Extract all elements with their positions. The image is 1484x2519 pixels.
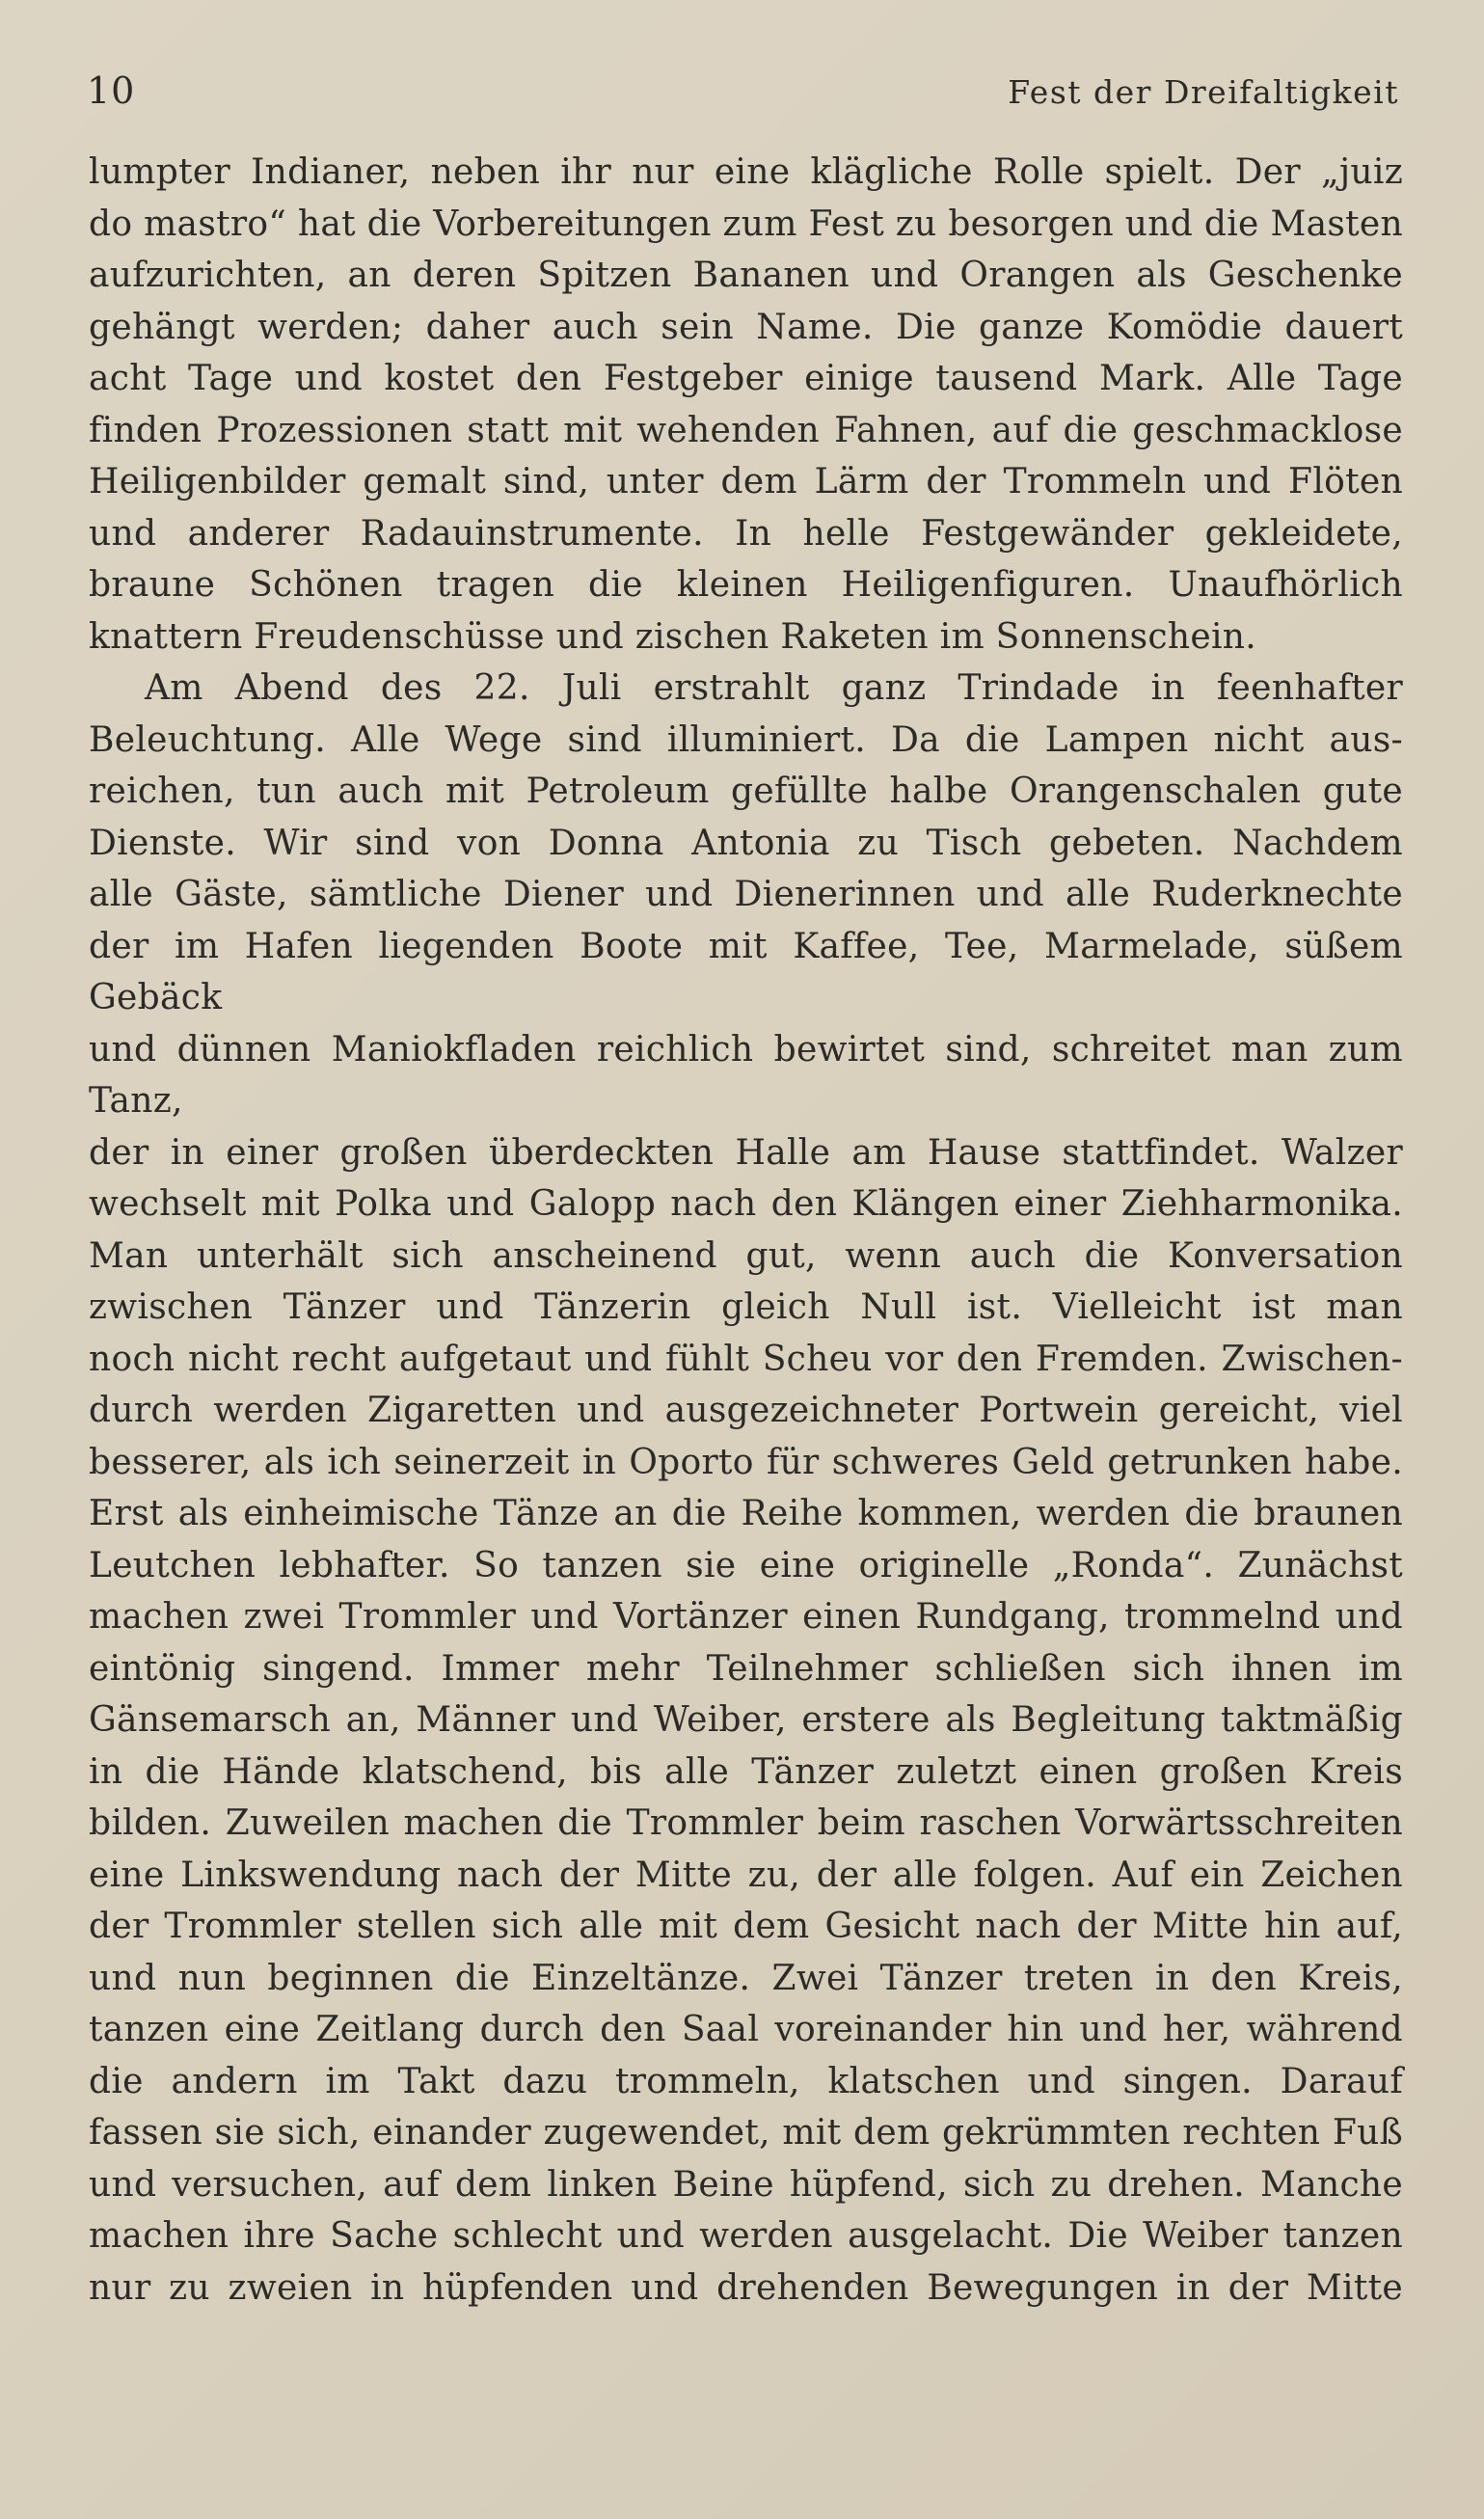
text-line: wechselt mit Polka und Galopp nach den Klängen einer Ziehharmonika. [89,1184,1403,1224]
text-line: bilden. Zuweilen machen die Trommler beim raschen Vorwärtsschreiten [89,1803,1403,1843]
text-line: der Trommler stellen sich alle mit dem Gesicht nach der Mitte hin auf, [89,1907,1403,1946]
text-line: Leutchen lebhafter. So tanzen sie eine originelle „Ronda“. Zunächst [89,1545,1403,1585]
text-line: reichen, tun auch mit Petroleum gefüllte halbe Orangenschalen gute [89,772,1403,811]
text-line: besserer, als ich seinerzeit in Oporto für schweres Geld getrunken habe. [89,1442,1403,1482]
text-line: acht Tage und kostet den Festgeber einige tausend Mark. Alle Tage [89,359,1403,398]
text-body [0,112,1484,2314]
text-line: der im Hafen liegenden Boote mit Kaffee, Tee, Marmelade, süßem Gebäck [89,926,1403,1017]
text-line: finden Prozessionen statt mit wehenden Fahnen, auf die geschmacklose [89,410,1403,450]
text-line: alle Gäste, sämtliche Diener und Dienerinnen und alle Ruderknechte [89,875,1403,914]
text-line: zwischen Tänzer und Tänzerin gleich Null ist. Vielleicht ist man [89,1287,1403,1327]
text-line: braune Schönen tragen die kleinen Heiligenfiguren. Unaufhörlich [89,565,1403,605]
text-line: die andern im Takt dazu trommeln, klatschen und singen. Darauf [89,2061,1403,2101]
text-line: Gänsemarsch an, Männer und Weiber, erstere als Begleitung taktmäßig [89,1700,1403,1740]
page-header [0,0,1484,112]
text-line: und anderer Radauinstrumente. In helle Festgewänder gekleidete, [89,513,1403,554]
text-line: lumpter Indianer, neben ihr nur eine klägliche Rolle spielt. Der „juiz [89,152,1403,192]
text-line: noch nicht recht aufgetaut und fühlt Scheu vor den Fremden. Zwischen- [89,1339,1403,1379]
text-line: Heiligenbilder gemalt sind, unter dem Lärm der Trommeln und Flöten [89,462,1403,501]
text-line: und versuchen, auf dem linken Beine hüpfend, sich zu drehen. Manche [89,2164,1403,2205]
text-line: eine Linkswendung nach der Mitte zu, der alle folgen. Auf ein Zeichen [89,1855,1403,1895]
text-line: nur zu zweien in hüpfenden und drehenden Bewegungen in der Mitte [89,2267,1403,2308]
text-line: do mastro“ hat die Vorbereitungen zum Fest zu besorgen und die Masten [89,203,1403,244]
text-line: machen ihre Sache schlecht und werden ausgelacht. Die Weiber tanzen [89,2216,1403,2256]
text-line: knattern Freudenschüsse und zischen Raketen im Sonnenschein. [89,616,1257,657]
text-line: Erst als einheimische Tänze an die Reihe kommen, werden die braunen [89,1494,1403,1533]
text-line: und nun beginnen die Einzeltänze. Zwei Tänzer treten in den Kreis, [89,1958,1403,1998]
text-line: gehängt werden; daher auch sein Name. Die ganze Komödie dauert [89,307,1403,347]
text-line: Am Abend des 22. Juli erstrahlt ganz Trindade in feenhafter [145,668,1403,708]
text-line: durch werden Zigaretten und ausgezeichneter Portwein gereicht, viel [89,1391,1403,1430]
text-line: machen zwei Trommler und Vortänzer einen Rundgang, trommelnd und [89,1597,1403,1637]
text-line: Man unterhält sich anscheinend gut, wenn auch die Konversation [89,1235,1403,1276]
text-line: eintönig singend. Immer mehr Teilnehmer schließen sich ihnen im [89,1648,1403,1689]
text-line: und dünnen Maniokfladen reichlich bewirtet sind, schreitet man zum Tanz, [89,1029,1403,1121]
text-line: Beleuchtung. Alle Wege sind illuminiert. Da die Lampen nicht aus- [89,719,1403,760]
text-line: in die Hände klatschend, bis alle Tänzer zuletzt einen großen Kreis [89,1751,1403,1792]
running-head: Fest der Dreifaltigkeit [1008,73,1399,111]
text-line: aufzurichten, an deren Spitzen Bananen und Orangen als Geschenke [89,256,1403,295]
text-line: fassen sie sich, einander zugewendet, mit dem gekrümmten rechten Fuß [89,2113,1403,2153]
text-line: tanzen eine Zeitlang durch den Saal voreinander hin und her, während [89,2010,1403,2049]
text-line: Dienste. Wir sind von Donna Antonia zu Tisch gebeten. Nachdem [89,823,1403,863]
text-line: der in einer großen überdeckten Halle am Hause stattfindet. Walzer [89,1132,1403,1173]
page-number: 10 [87,69,136,112]
